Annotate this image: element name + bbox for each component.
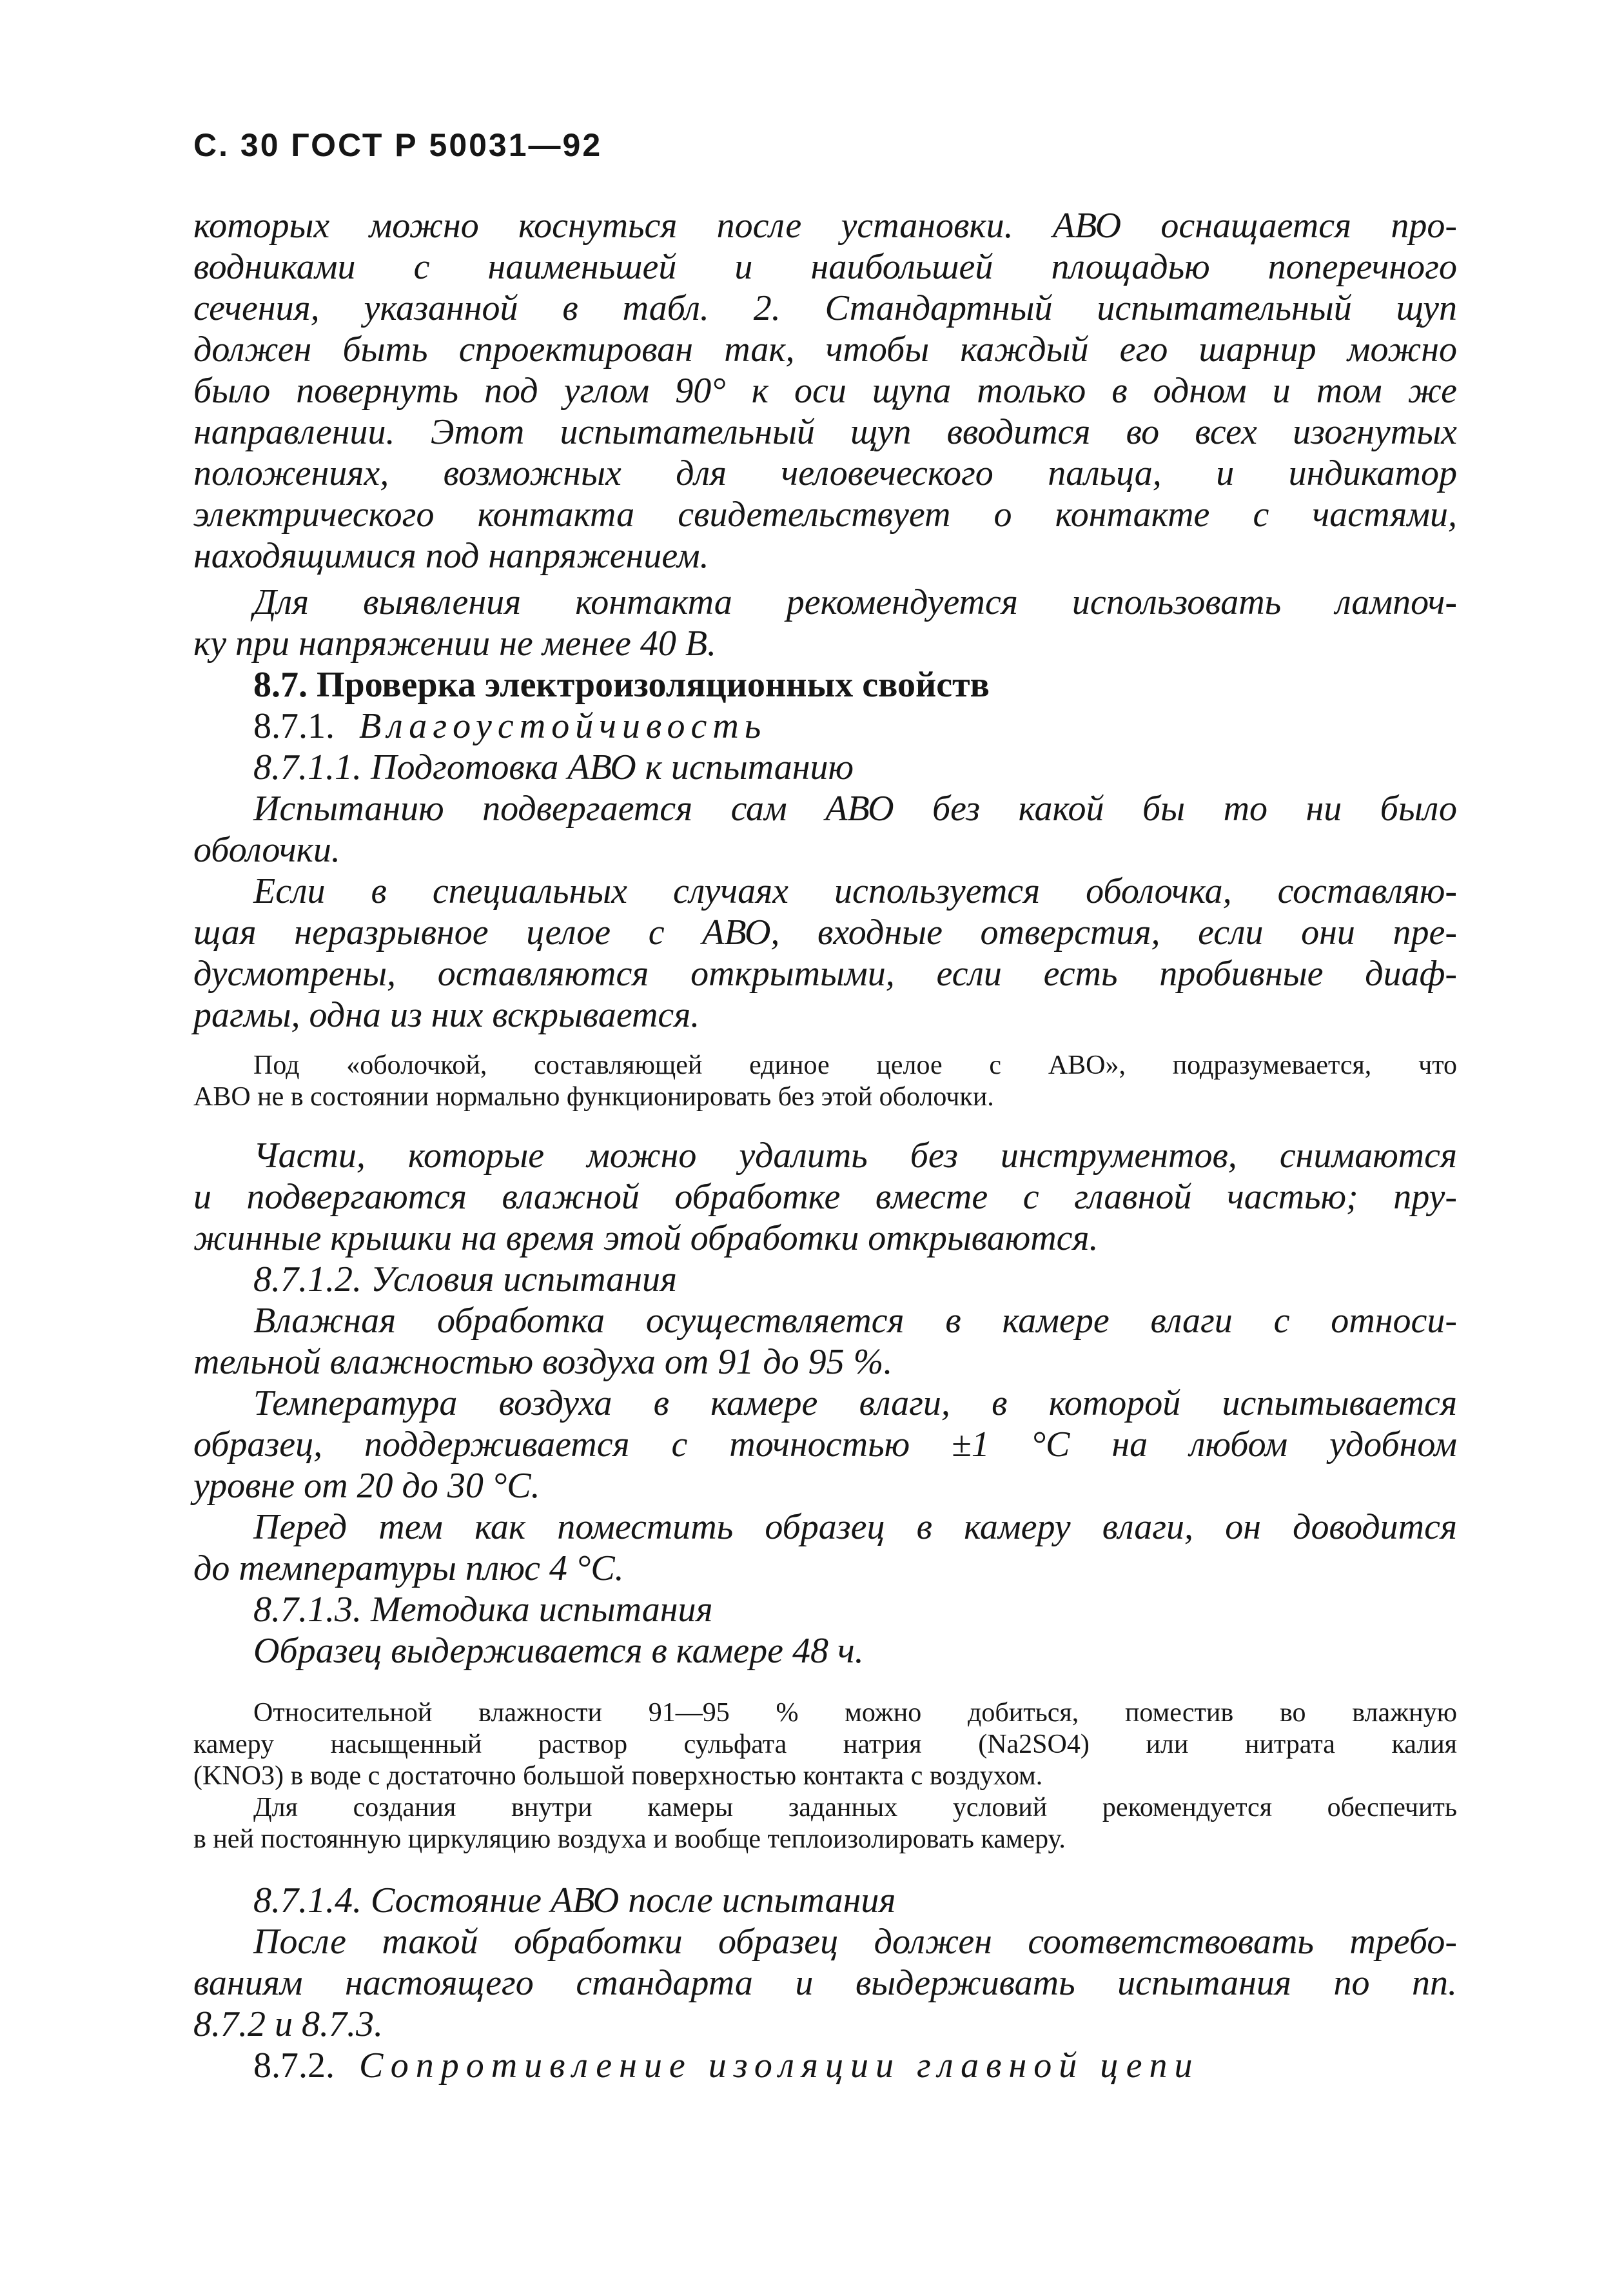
- text-line: камеру насыщенный раствор сульфата натрия (Na2SO4) или нитрата калия: [193, 1730, 1457, 1759]
- paragraph-lamp-recommendation: [193, 582, 1457, 664]
- section-heading-8-7-1-2: 8.7.1.2. Условия испытания: [253, 1259, 678, 1299]
- text-line: должен быть спроектирован так, чтобы каждый его шарнир можно: [193, 330, 1457, 370]
- paragraph-temperature: [193, 1383, 1457, 1506]
- paragraph-probe-description: [193, 205, 1457, 577]
- paragraph-test-object: [193, 788, 1457, 871]
- note-humidity-method: [193, 1697, 1457, 1792]
- text-line: положениях, возможных для человеческого пальца, и индикатор: [193, 453, 1457, 493]
- text-line: Перед тем как поместить образец в камеру влаги, он доводится: [253, 1507, 1457, 1547]
- text-line: Для создания внутри камеры заданных условий рекомендуется обеспечить: [253, 1793, 1457, 1822]
- text-line: Температура воздуха в камере влаги, в которой испытывается: [253, 1383, 1457, 1423]
- text-line: рагмы, одна из них вскрывается.: [193, 995, 700, 1035]
- section-heading-8-7-1-1: 8.7.1.1. Подготовка АВО к испытанию: [253, 747, 854, 787]
- text-line: АВО не в состоянии нормально функционировать без этой оболочки.: [193, 1082, 994, 1112]
- text-line: находящимися под напряжением.: [193, 536, 709, 576]
- note-enclosure: [193, 1050, 1457, 1113]
- text-line: в ней постоянную циркуляцию воздуха и вообще теплоизолировать камеру.: [193, 1824, 1066, 1854]
- text-line: щая неразрывное целое с АВО, входные отверстия, если они пре-: [193, 913, 1457, 952]
- section-number: 8.7.2.: [253, 2046, 335, 2086]
- text-line: 8.7.2 и 8.7.3.: [193, 2004, 383, 2044]
- section-heading-8-7: 8.7. Проверка электроизоляционных свойств: [253, 665, 990, 705]
- text-line: Влажная обработка осуществляется в камере влаги с относи-: [253, 1301, 1457, 1341]
- section-number: 8.7.1.: [253, 706, 335, 746]
- page-header: С. 30 ГОСТ Р 50031—92: [193, 127, 603, 163]
- text-line: оболочки.: [193, 830, 340, 870]
- section-heading-8-7-1: [253, 705, 1517, 747]
- note-air-circulation: [193, 1792, 1457, 1855]
- section-title: Сопротивление изоляции главной цепи: [359, 2046, 1200, 2086]
- paragraph-humidity: [193, 1300, 1457, 1383]
- text-line: (KNO3) в воде с достаточно большой поверхностью контакта с воздухом.: [193, 1761, 1043, 1791]
- text-line: образец, поддерживается с точностью ±1 °С на любом удобном: [193, 1425, 1457, 1465]
- text-line: Относительной влажности 91—95 % можно добиться, поместив во влажную: [253, 1698, 1457, 1728]
- text-line: уровне от 20 до 30 °С.: [193, 1466, 540, 1506]
- section-heading-8-7-1-4: 8.7.1.4. Состояние АВО после испытания: [253, 1880, 896, 1920]
- text-line: сечения, указанной в табл. 2. Стандартный испытательный щуп: [193, 288, 1457, 328]
- paragraph-removable-parts: [193, 1135, 1457, 1259]
- text-line: жинные крышки на время этой обработки открываются.: [193, 1218, 1099, 1258]
- text-line: и подвергаются влажной обработке вместе с главной частью; пру-: [193, 1177, 1457, 1217]
- paragraph-after-test: [193, 1921, 1457, 2045]
- text-line: Для выявления контакта рекомендуется использовать лампоч-: [253, 582, 1457, 622]
- text-line: ваниям настоящего стандарта и выдерживать испытания по пп.: [193, 1963, 1457, 2003]
- text-line: Части, которые можно удалить без инструментов, снимаются: [253, 1136, 1457, 1176]
- text-line: Если в специальных случаях используется оболочка, составляю-: [253, 871, 1457, 911]
- text-line: Испытанию подвергается сам АВО без какой бы то ни было: [253, 789, 1457, 829]
- paragraph-preheat: [193, 1506, 1457, 1589]
- text-line: которых можно коснуться после установки. АВО оснащается про-: [193, 206, 1457, 246]
- text-line: было повернуть под углом 90° к оси щупа только в одном и том же: [193, 371, 1457, 411]
- text-line: до температуры плюс 4 °С.: [193, 1548, 624, 1588]
- text-line: дусмотрены, оставляются открытыми, если есть пробивные диаф-: [193, 954, 1457, 994]
- paragraph-enclosure: [193, 871, 1457, 1036]
- text-line: водниками с наименьшей и наибольшей площадью поперечного: [193, 247, 1457, 287]
- text-line: ку при напряжении не менее 40 В.: [193, 624, 717, 664]
- section-heading-8-7-2: [253, 2045, 1517, 2086]
- text-line: После такой обработки образец должен соответствовать требо-: [253, 1922, 1457, 1962]
- text-line: тельной влажностью воздуха от 91 до 95 %.: [193, 1342, 893, 1382]
- text-line: электрического контакта свидетельствует о контакте с частями,: [193, 495, 1457, 535]
- text-line: направлении. Этот испытательный щуп вводится во всех изогнутых: [193, 412, 1457, 452]
- text-line: Под «оболочкой, составляющей единое целое с АВО», подразумевается, что: [253, 1051, 1457, 1080]
- section-title: Влагоустойчивость: [359, 706, 767, 746]
- section-heading-8-7-1-3: 8.7.1.3. Методика испытания: [253, 1590, 713, 1630]
- paragraph-duration: Образец выдерживается в камере 48 ч.: [253, 1631, 864, 1671]
